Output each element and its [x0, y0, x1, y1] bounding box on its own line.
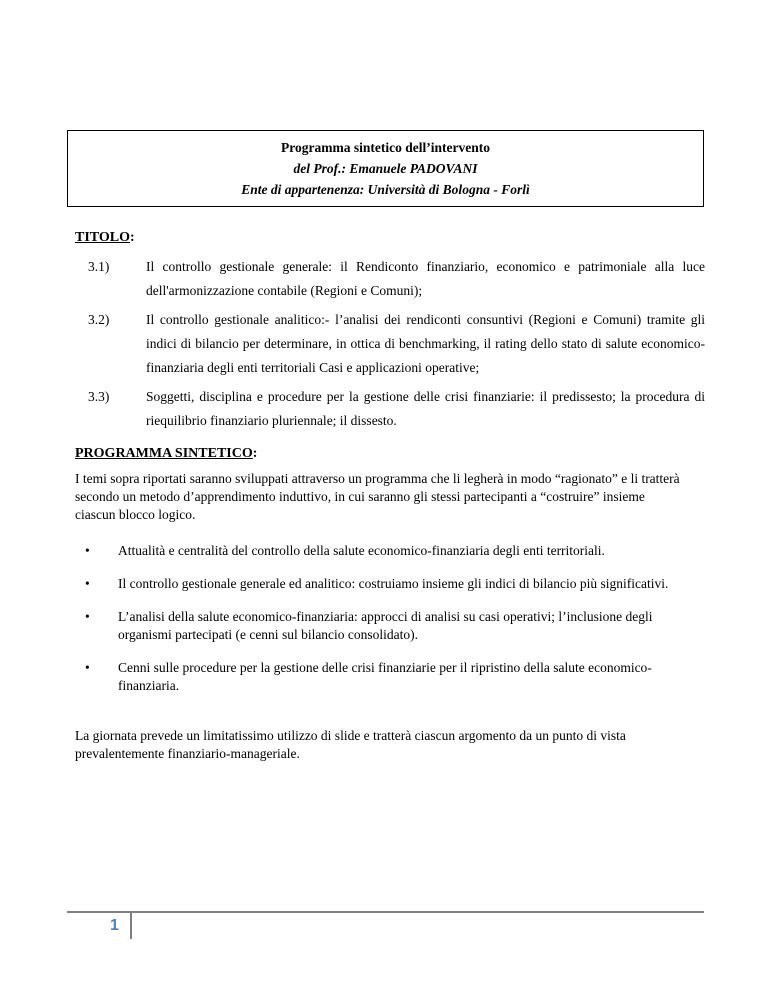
bullet-icon: • — [85, 609, 90, 624]
bullet-icon: • — [85, 576, 90, 591]
titolo-item — [75, 308, 705, 380]
header-title: Programma sintetico dell’intervento — [281, 140, 490, 155]
list-item — [75, 608, 687, 644]
bullet-icon: • — [85, 660, 90, 675]
titolo-item-number: 3.3) — [88, 389, 110, 404]
titolo-item-text: Il controllo gestionale analitico:- l’analisi dei rendiconti consuntivi (Regioni e Comuni) tramite gli indici di bilancio per determinare, in ottica di benchmarking, il rating dello stato di salute economico-finanziaria degli enti territoriali Casi e applicazioni operative; — [146, 312, 705, 375]
titolo-list — [75, 255, 705, 438]
titolo-item-text: Il controllo gestionale generale: il Rendiconto finanziario, economico e patrimoniale alla luce dell'armonizzazione contabile (Regioni e Comuni); — [146, 259, 705, 298]
titolo-heading-text: TITOLO — [75, 230, 130, 245]
titolo-item-text: Soggetti, disciplina e procedure per la gestione delle crisi finanziarie: il predissesto; la procedura di riequilibrio finanziario pluriennale; il dissesto. — [146, 389, 705, 428]
titolo-item — [75, 255, 705, 303]
list-item-text: Cenni sulle procedure per la gestione delle crisi finanziarie per il ripristino della salute economico-finanziaria. — [118, 660, 652, 693]
programma-intro: I temi sopra riportati saranno sviluppati attraverso un programma che li legherà in modo “ragionato” e li tratterà secondo un metodo d’apprendimento induttivo, in cui saranno gli stessi partecipanti a “costruire” insieme ciascun blocco logico. — [75, 471, 680, 522]
footer-separator — [130, 911, 132, 939]
titolo-item-number: 3.2) — [88, 312, 110, 327]
list-item-text: L’analisi della salute economico-finanziaria: approcci di analisi su casi operativi; l’inclusione degli organismi partecipati (e cenni sul bilancio consolidato). — [118, 609, 653, 642]
header-box — [67, 130, 704, 207]
bullet-icon: • — [85, 543, 90, 558]
programma-heading-colon: : — [252, 446, 258, 461]
titolo-item-number: 3.1) — [88, 259, 110, 274]
header-speaker: del Prof.: Emanuele PADOVANI — [293, 161, 478, 176]
titolo-heading — [75, 230, 135, 246]
list-item — [75, 542, 687, 560]
list-item-text: Attualità e centralità del controllo della salute economico-finanziaria degli enti territoriali. — [118, 543, 605, 558]
header-affiliation: Ente di appartenenza: Università di Bologna - Forlì — [241, 182, 530, 197]
programma-heading-text: PROGRAMMA SINTETICO — [75, 446, 253, 461]
list-item — [75, 575, 687, 593]
list-item-text: Il controllo gestionale generale ed analitico: costruiamo insieme gli indici di bilancio più significativi. — [118, 576, 669, 591]
list-item — [75, 659, 687, 695]
titolo-item — [75, 385, 705, 433]
programma-heading — [75, 446, 257, 462]
programma-closing: La giornata prevede un limitatissimo utilizzo di slide e tratterà ciascun argomento da un punto di vista prevalentemente finanziario-manageriale. — [75, 728, 626, 761]
footer-rule — [67, 911, 704, 913]
programma-bullet-list — [75, 542, 687, 710]
titolo-heading-colon: : — [130, 230, 135, 245]
page-number: 1 — [110, 917, 119, 934]
